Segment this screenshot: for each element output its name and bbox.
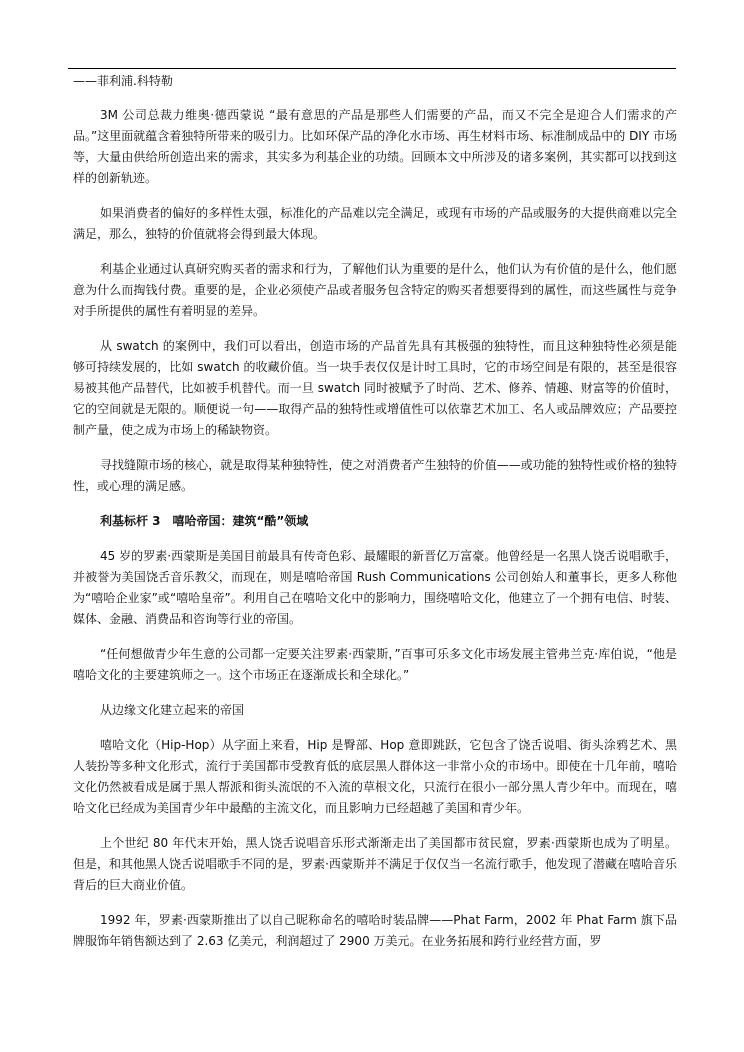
paragraph-phat-farm: 1992 年，罗素·西蒙斯推出了以自己昵称命名的嘻哈时装品牌——Phat Farm，2002 年 Phat Farm 旗下品牌服饰年销售额达到了 2.63 亿美元，利润超过了 2900 万美元。在业务拓展和跨行业经营方面，罗 <box>73 913 677 948</box>
header-rule <box>68 68 676 69</box>
paragraph-pepsi-quote: “任何想做青少年生意的公司都一定要关注罗素·西蒙斯，”百事可乐多文化市场发展主管弗兰克·库伯说，“他是嘻哈文化的主要建筑师之一。这个市场正在逐渐成长和全球化。” <box>73 647 677 682</box>
section-heading: 利基标杆 3 嘻哈帝国：建筑“酷”领域 <box>100 514 309 528</box>
paragraph-simmons-intro: 45 岁的罗素·西蒙斯是美国目前最具有传奇色彩、最耀眼的新晋亿万富豪。他曾经是一名黑人饶舌说唱歌手，并被誉为美国饶舌音乐教父，而现在，则是嘻哈帝国 Rush Communications 公司创始人和董事长，更多人称他为“嘻哈企业家”或“嘻哈皇帝”。利用自己在嘻哈文化中的影响力，围绕嘻哈文化，他建立了一个拥有电信、时装、媒体、金融、消费品和咨询等行业的帝国。 <box>73 549 677 626</box>
paragraph-3m-quote: 3M 公司总裁力维奥·德西蒙说 “最有意思的产品是那些人们需要的产品，而又不完全是迎合人们需求的产品。”这里面就蕴含着独特所带来的吸引力。比如环保产品的净化水市场、再生材料市场、标准制成品中的 DIY 市场等，大量由供给所创造出来的需求，其实多为利基企业的功绩。回顾本文中所涉及的诸多案例，其实都可以找到这样的创新轨迹。 <box>73 108 677 185</box>
paragraph-80s: 上个世纪 80 年代末开始，黑人饶舌说唱音乐形式渐渐走出了美国都市贫民窟，罗素·西蒙斯也成为了明星。但是，和其他黑人饶舌说唱歌手不同的是，罗素·西蒙斯并不满足于仅仅当一名流行歌手，他发现了潜藏在嘻哈音乐背后的巨大商业价值。 <box>73 836 677 892</box>
paragraph-niche-core: 寻找缝隙市场的核心，就是取得某种独特性，使之对消费者产生独特的价值——或功能的独特性或价格的独特性，或心理的满足感。 <box>73 458 677 493</box>
paragraph-swatch-case: 从 swatch 的案例中，我们可以看出，创造市场的产品首先具有其极强的独特性，而且这种独特性必须是能够可持续发展的，比如 swatch 的收藏价值。当一块手表仅仅是计时工具时，它的市场空间是有限的，甚至是很容易被其他产品替代，比如被手机替代。而一旦 swatch 同时被赋予了时尚、艺术、修养、情趣、财富等的价值时，它的空间就是无限的。顺便说一句——取得产品的独特性或增值性可以依靠艺术加工、名人或品牌效应；产品要控制产量，使之成为市场上的稀缺物资。 <box>73 339 677 437</box>
paragraph-hiphop-culture: 嘻哈文化（Hip-Hop）从字面上来看，Hip 是臀部、Hop 意即跳跃，它包含了饶舌说唱、街头涂鸦艺术、黑人装扮等多种文化形式，流行于美国都市受教育低的底层黑人群体这一非常小众的市场中。即使在十几年前，嘻哈文化仍然被看成是属于黑人帮派和街头流氓的不入流的草根文化，只流行在很小一部分黑人青少年中。而现在，嘻哈文化已经成为美国青少年中最酷的主流文化，而且影响力已经超越了美国和青少年。 <box>73 738 677 815</box>
paragraph-niche-research: 利基企业通过认真研究购买者的需求和行为，了解他们认为重要的是什么，他们认为有价值的是什么，他们愿意为什么而掏钱付费。重要的是，企业必须使产品或者服务包含特定的购买者想要得到的属性，而这些属性与竞争对手所提供的属性有着明显的差异。 <box>73 262 677 318</box>
paragraph-consumer-preference: 如果消费者的偏好的多样性太强，标准化的产品难以完全满足，或现有市场的产品或服务的大提供商难以完全满足，那么，独特的价值就将会得到最大体现。 <box>73 206 677 241</box>
subheading-empire: 从边缘文化建立起来的帝国 <box>100 703 245 717</box>
document-page <box>73 71 677 966</box>
quote-attribution: ——菲利浦.科特勒 <box>73 74 173 88</box>
